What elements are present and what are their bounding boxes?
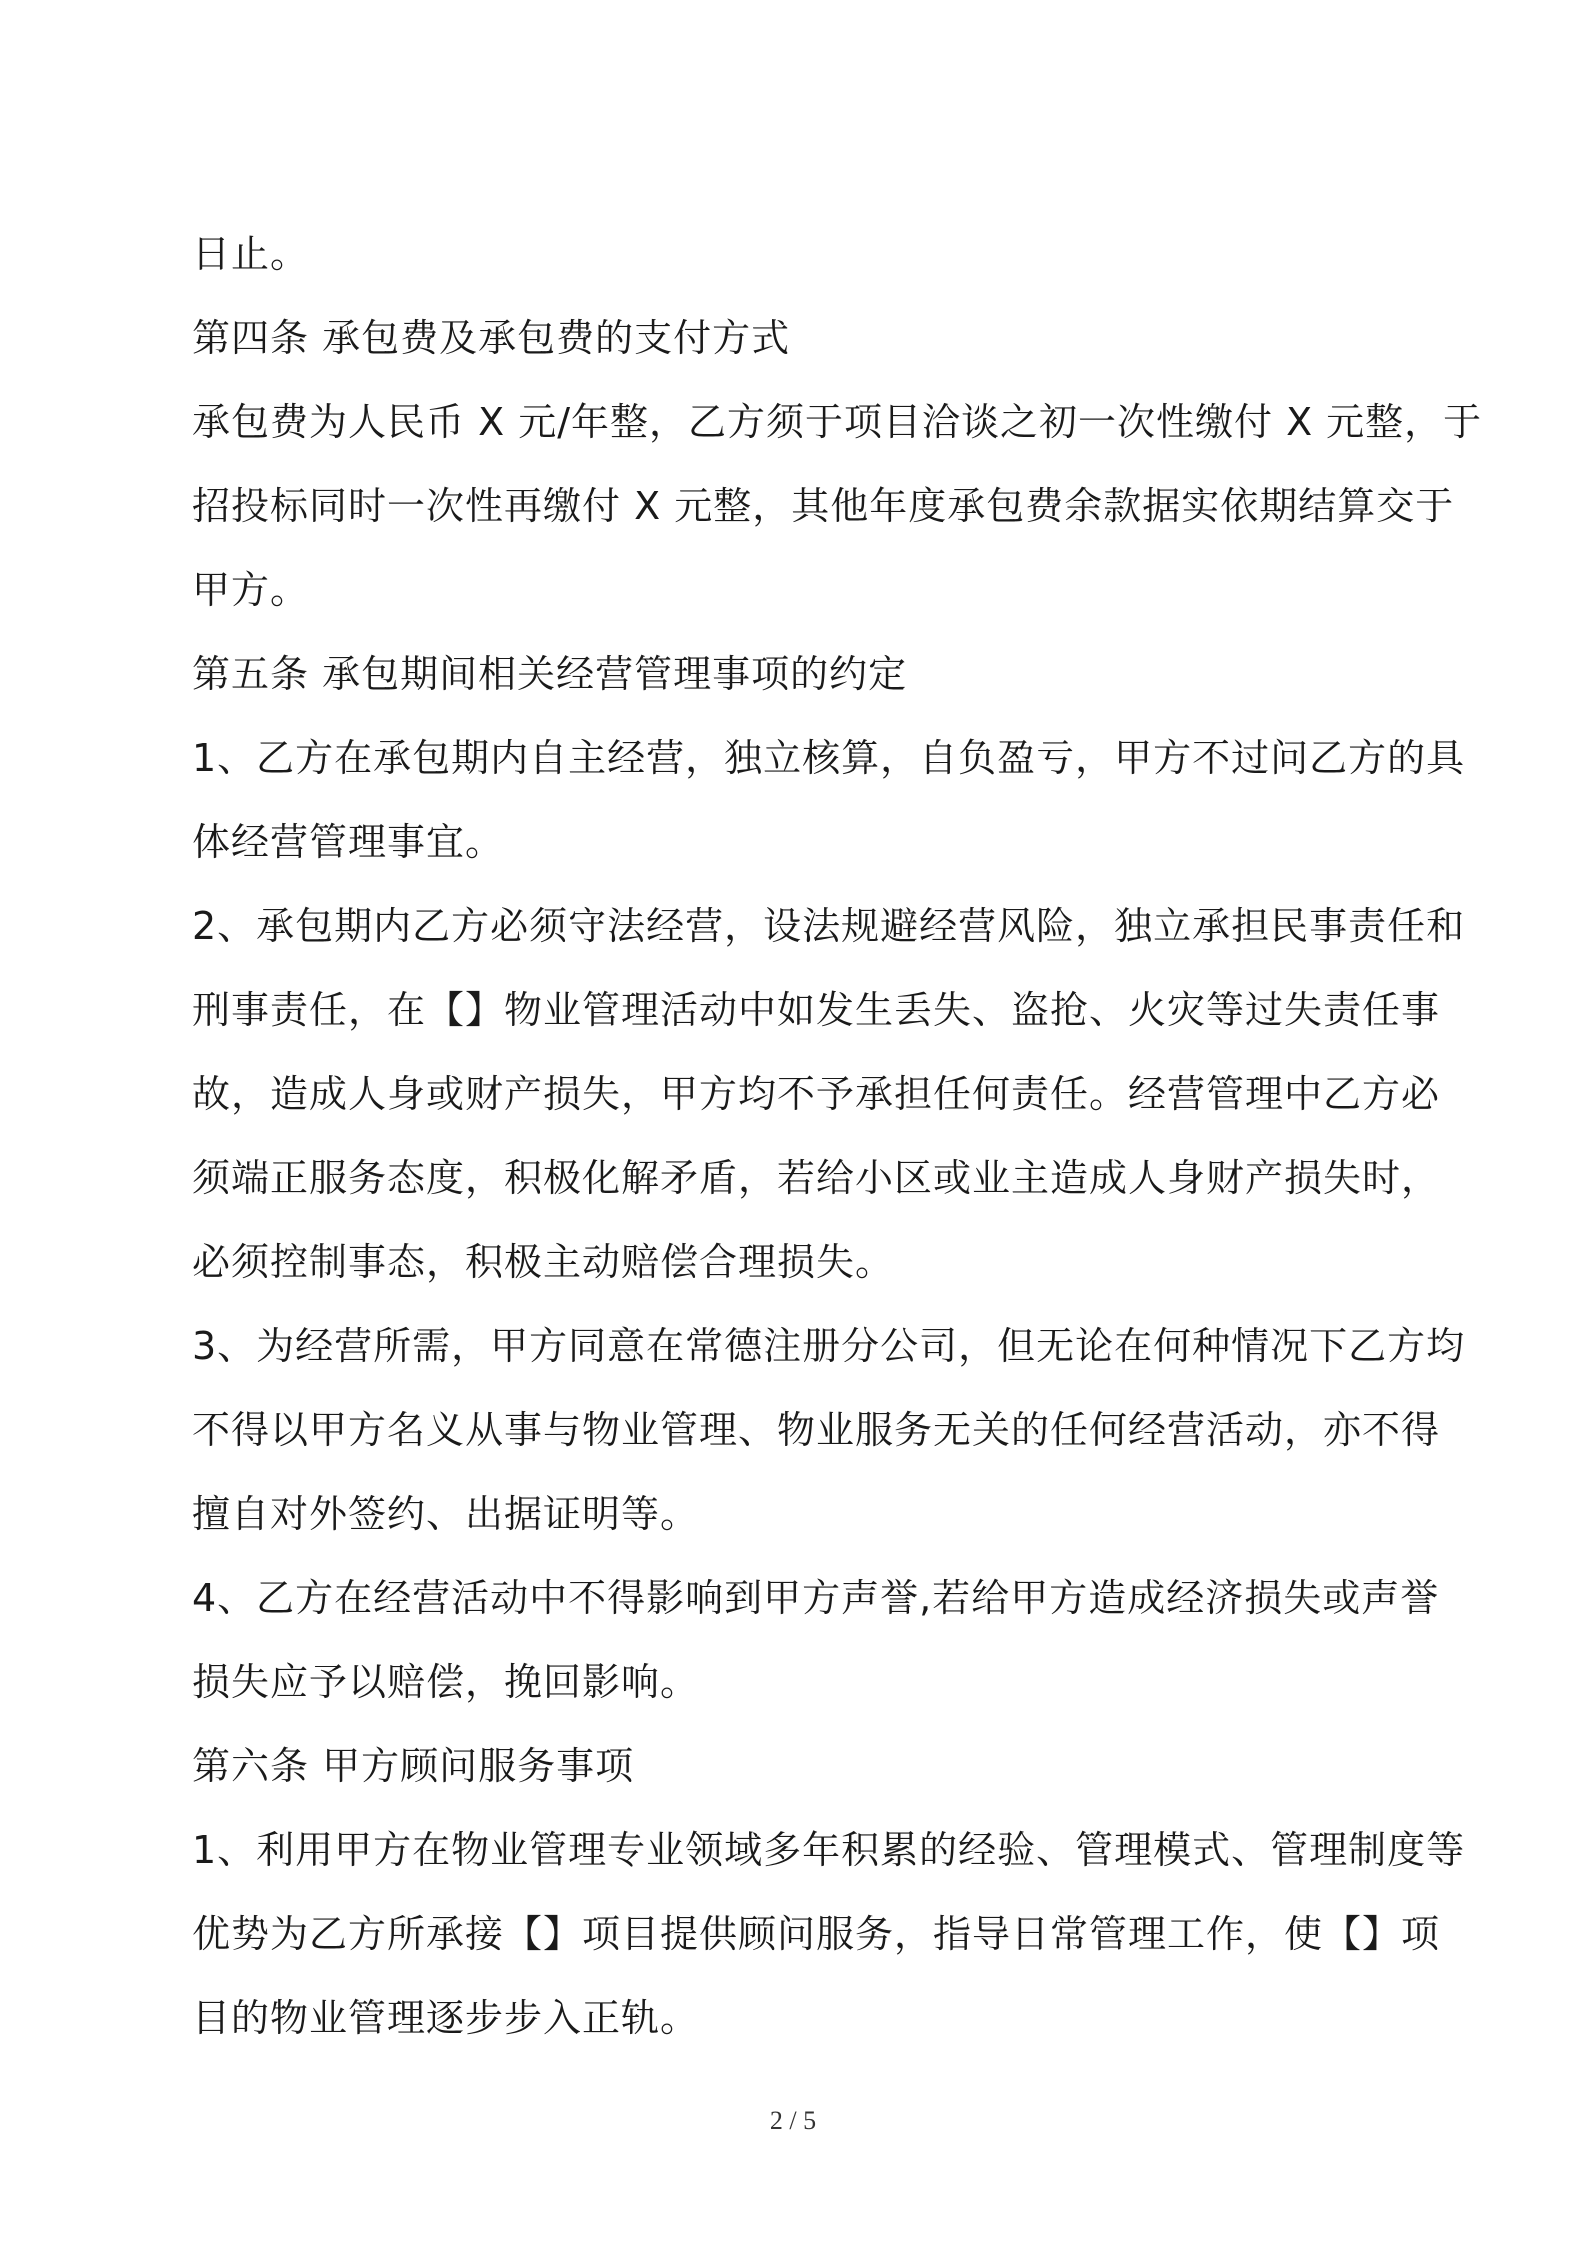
text-line: 不得以甲方名义从事与物业管理、物业服务无关的任何经营活动，亦不得 (192, 1408, 1441, 1452)
text-line: 1、利用甲方在物业管理专业领域多年积累的经验、管理模式、管理制度等 (192, 1828, 1466, 1872)
text-line: 甲方。 (192, 568, 310, 612)
text-line: 4、乙方在经营活动中不得影响到甲方声誉,若给甲方造成经济损失或声誉 (192, 1576, 1440, 1620)
text-line: 刑事责任，在【】物业管理活动中如发生丢失、盗抢、火灾等过失责任事 (192, 988, 1441, 1032)
text-line: 必须控制事态，积极主动赔偿合理损失。 (192, 1240, 895, 1284)
text-line: 损失应予以赔偿，挽回影响。 (192, 1660, 700, 1704)
text-line: 招投标同时一次性再缴付 X 元整，其他年度承包费余款据实依期结算交于 (192, 484, 1455, 528)
text-line: 擅自对外签约、出据证明等。 (192, 1492, 700, 1536)
section-heading: 第五条 承包期间相关经营管理事项的约定 (192, 652, 908, 696)
text-line: 故，造成人身或财产损失，甲方均不予承担任何责任。经营管理中乙方必 (192, 1072, 1441, 1116)
text-line: 2、承包期内乙方必须守法经营，设法规避经营风险，独立承担民事责任和 (192, 904, 1466, 948)
document-body (192, 212, 1483, 2060)
text-line: 日止。 (192, 232, 310, 276)
section-heading: 第六条 甲方顾问服务事项 (192, 1744, 635, 1788)
text-line: 优势为乙方所承接【】项目提供顾问服务，指导日常管理工作，使【】项 (192, 1912, 1441, 1956)
page-number: 2 / 5 (769, 2106, 817, 2135)
text-line: 须端正服务态度，积极化解矛盾，若给小区或业主造成人身财产损失时， (192, 1156, 1441, 1200)
text-line: 体经营管理事宜。 (192, 820, 505, 864)
text-line: 1、乙方在承包期内自主经营，独立核算，自负盈亏，甲方不过问乙方的具 (192, 736, 1466, 780)
text-line: 目的物业管理逐步步入正轨。 (192, 1996, 700, 2040)
section-heading: 第四条 承包费及承包费的支付方式 (192, 316, 791, 360)
text-line: 承包费为人民币 X 元/年整，乙方须于项目洽谈之初一次性缴付 X 元整，于 (192, 400, 1483, 444)
text-line: 3、为经营所需，甲方同意在常德注册分公司，但无论在何种情况下乙方均 (192, 1324, 1466, 1368)
